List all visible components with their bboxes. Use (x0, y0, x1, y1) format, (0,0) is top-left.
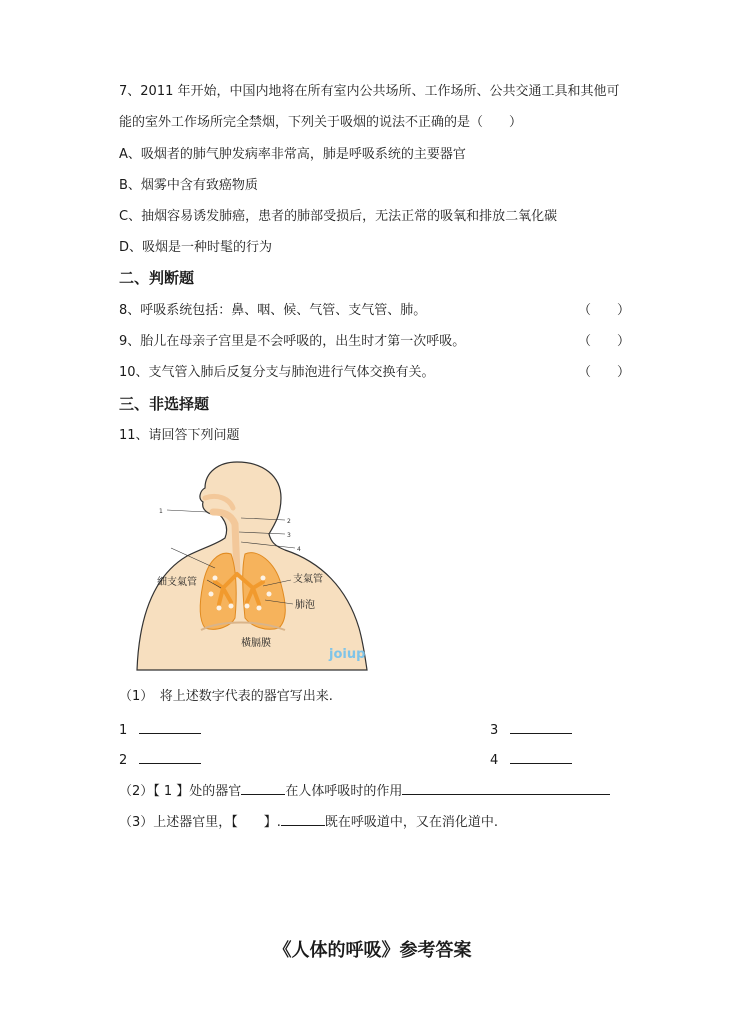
q11-sub3-prefix: （3）上述器官里，【 】. (119, 815, 281, 830)
sub2-organ-blank[interactable] (241, 780, 285, 795)
q7-stem-line2: 能的室外工作场所完全禁烟，下列关于吸烟的说法不正确的是（ ） (119, 115, 523, 130)
q11-sub3-suffix: 既在呼吸道中，又在消化道中. (324, 815, 499, 830)
q7-option-a: A、吸烟者的肺气肿发病率非常高，肺是呼吸系统的主要器官 (119, 147, 466, 162)
answer-blank-2[interactable] (139, 749, 201, 764)
section2-title: 二、判断题 (119, 269, 195, 287)
q8-answer-paren[interactable]: （ ） (578, 303, 631, 318)
diagram-label-1: 1 (159, 508, 163, 515)
q11-sub2-middle: 在人体呼吸时的作用 (285, 784, 403, 799)
diagram-label-diaphragm: 橫膈膜 (241, 638, 271, 649)
blank-label-3: 3 (490, 723, 499, 738)
q10-answer-paren[interactable]: （ ） (578, 365, 631, 380)
q11-sub2-prefix: （2）【 1 】处的器官 (119, 784, 242, 799)
q8-text: 8、呼吸系统包括：鼻、咽、候、气管、支气管、肺。 (119, 303, 427, 318)
blank-row-1 (119, 719, 201, 740)
respiratory-system-diagram (135, 458, 385, 673)
answer-key-title: 《人体的呼吸》参考答案 (273, 940, 472, 961)
blank-row-2 (119, 749, 201, 770)
q9-answer-paren[interactable]: （ ） (578, 334, 631, 349)
q9-text: 9、胎儿在母亲子宫里是不会呼吸的，出生时才第一次呼吸。 (119, 334, 466, 349)
diagram-label-3: 3 (287, 532, 291, 539)
q7-option-c: C、抽烟容易诱发肺癌，患者的肺部受损后，无法正常的吸氧和排放二氧化碳 (119, 209, 558, 224)
q11-sub2 (119, 780, 610, 801)
watermark-logo: joiup (329, 647, 366, 662)
q11-sub1: （1） 将上述数字代表的器官写出来. (119, 689, 333, 704)
sub3-organ-blank[interactable] (281, 811, 325, 826)
blank-label-2: 2 (119, 753, 128, 768)
section3-title: 三、非选择题 (119, 395, 210, 413)
q7-option-b: B、烟雾中含有致癌物质 (119, 178, 258, 193)
blank-row-3 (490, 719, 572, 740)
q7-stem-line1: 7、2011 年开始，中国内地将在所有室内公共场所、工作场所、公共交通工具和其他可 (119, 84, 620, 99)
answer-blank-1[interactable] (139, 719, 201, 734)
diagram-label-alveoli: 肺泡 (295, 600, 315, 611)
q7-option-d: D、吸烟是一种时髦的行为 (119, 240, 273, 255)
blank-label-4: 4 (490, 753, 499, 768)
diagram-label-4: 4 (297, 546, 301, 553)
blank-label-1: 1 (119, 723, 128, 738)
diagram-label-2: 2 (287, 518, 291, 525)
diagram-label-bronchiole: 細支氣管 (157, 577, 197, 588)
answer-blank-3[interactable] (510, 719, 572, 734)
q10-text: 10、支气管入肺后反复分支与肺泡进行气体交换有关。 (119, 365, 435, 380)
answer-blank-4[interactable] (510, 749, 572, 764)
q11-sub3 (119, 811, 498, 832)
q11-stem: 11、请回答下列问题 (119, 428, 240, 443)
diagram-label-bronchus: 支氣管 (293, 574, 323, 585)
blank-row-4 (490, 749, 572, 770)
sub2-function-blank[interactable] (402, 780, 610, 795)
